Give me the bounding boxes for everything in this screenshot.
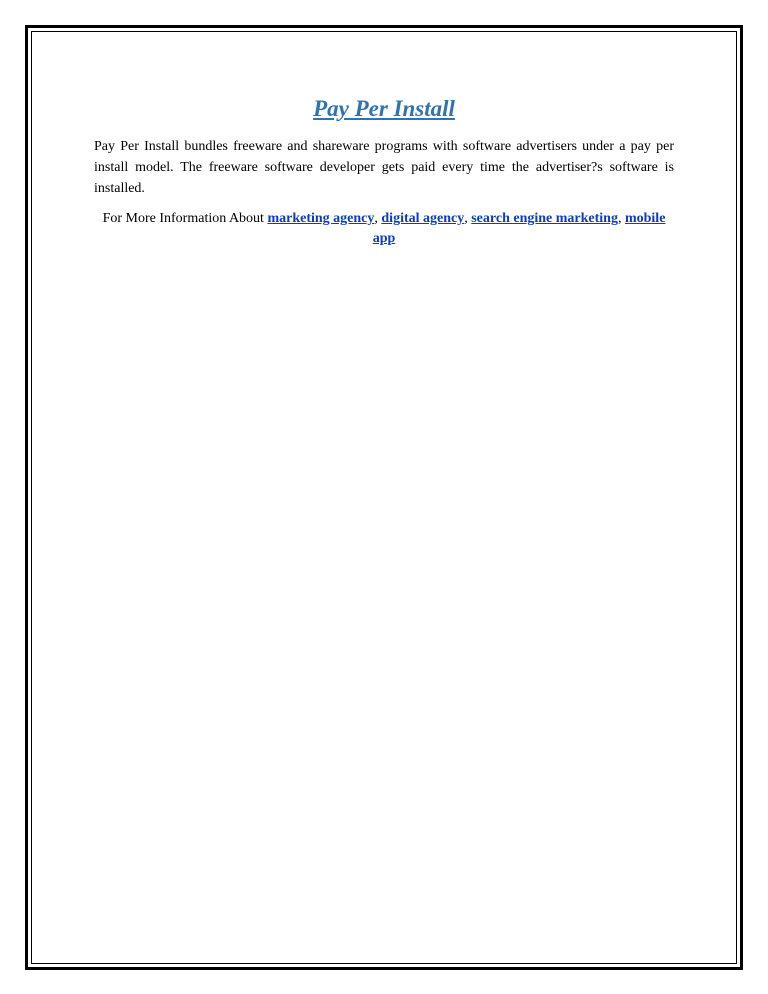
- link-digital-agency[interactable]: digital agency: [381, 211, 465, 226]
- link-separator: ,: [617, 211, 625, 226]
- link-mobile-app[interactable]: mobile app: [372, 211, 666, 246]
- more-info-line: [94, 209, 674, 249]
- more-info-prefix: For More Information About: [102, 211, 268, 226]
- document-content: [94, 92, 674, 249]
- link-search-engine-marketing[interactable]: search engine marketing: [471, 211, 618, 226]
- link-separator: ,: [374, 211, 382, 226]
- link-marketing-agency[interactable]: marketing agency: [267, 211, 375, 226]
- link-separator: ,: [464, 211, 472, 226]
- body-paragraph: Pay Per Install bundles freeware and shareware programs with software advertisers under a pay per install model. The freeware software developer gets paid every time the advertiser?s software is installed.: [94, 139, 674, 196]
- document-title: Pay Per Install: [313, 96, 455, 121]
